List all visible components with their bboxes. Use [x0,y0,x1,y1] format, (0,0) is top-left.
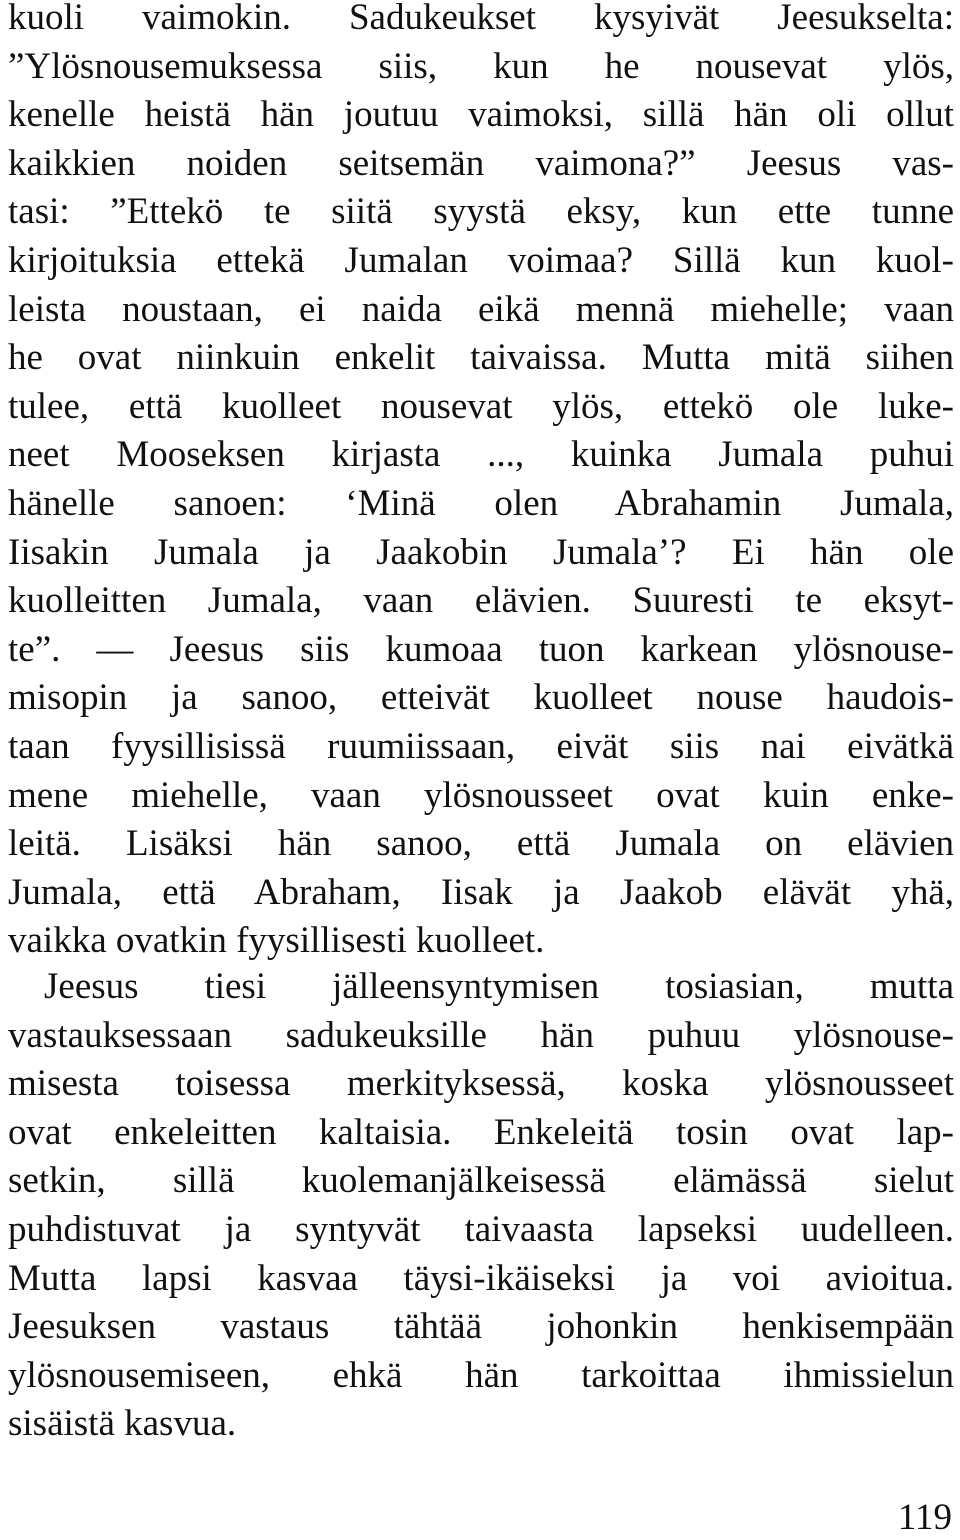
text-line: he ovat niinkuin enkelit taivaissa. Mutta mitä siihen [8,337,954,379]
text-line: misesta toisessa merkityksessä, koska ylösnousseet [8,1063,954,1105]
text-line: Jeesus tiesi jälleensyntymisen tosiasian, mutta [44,966,954,1007]
page-number: 119 [897,1497,952,1538]
text-line: Mutta lapsi kasvaa täysi-ikäiseksi ja voi avioitua. [8,1257,954,1299]
text-line: leista noustaan, ei naida eikä mennä miehelle; vaan [8,288,954,330]
text-line: Iisakin Jumala ja Jaakobin Jumala’? Ei hän ole [8,531,954,573]
text-line: Jeesuksen vastaus tähtää johonkin henkisempään [8,1306,954,1348]
text-line: kaikkien noiden seitsemän vaimona?” Jeesus vas- [8,142,954,184]
text-line: taan fyysillisissä ruumiissaan, eivät siis nai eivätkä [8,725,954,767]
text-line: vaikka ovatkin fyysillisesti kuolleet. [8,920,545,962]
text-line: misopin ja sanoo, etteivät kuolleet nouse haudois- [8,677,954,719]
text-line: kuoli vaimokin. Sadukeukset kysyivät Jeesukselta: [8,0,954,38]
text-line: kenelle heistä hän joutuu vaimoksi, sillä hän oli ollut [8,94,954,136]
text-line: te”. — Jeesus siis kumoaa tuon karkean ylösnouse- [8,628,954,670]
text-line: ovat enkeleitten kaltaisia. Enkeleitä tosin ovat lap- [8,1111,954,1153]
text-line: vastauksessaan sadukeuksille hän puhuu ylösnouse- [8,1014,954,1056]
text-line: tulee, että kuolleet nousevat ylös, ettekö ole luke- [8,385,954,427]
text-line: setkin, sillä kuolemanjälkeisessä elämässä sielut [8,1160,954,1202]
text-line: Jumala, että Abraham, Iisak ja Jaakob elävät yhä, [8,871,954,913]
text-line: hänelle sanoen: ‘Minä olen Abrahamin Jumala, [8,482,954,524]
text-line: ylösnousemiseen, ehkä hän tarkoittaa ihmissielun [8,1354,954,1396]
text-line: mene miehelle, vaan ylösnousseet ovat kuin enke- [8,774,954,816]
text-line: puhdistuvat ja syntyvät taivaasta lapseksi uudelleen. [8,1208,954,1250]
text-line: ”Ylösnousemuksessa siis, kun he nousevat ylös, [8,45,954,87]
text-line: kuolleitten Jumala, vaan elävien. Suuresti te eksyt- [8,580,954,622]
text-line: kirjoituksia ettekä Jumalan voimaa? Sillä kun kuol- [8,239,954,281]
text-line: sisäistä kasvua. [8,1403,237,1445]
text-line: leitä. Lisäksi hän sanoo, että Jumala on elävien [8,823,954,865]
text-line: neet Mooseksen kirjasta ..., kuinka Jumala puhui [8,434,954,476]
paragraph-2 [8,963,954,1449]
paragraph-1 [8,0,954,966]
text-line: tasi: ”Ettekö te siitä syystä eksy, kun ette tunne [8,191,954,233]
